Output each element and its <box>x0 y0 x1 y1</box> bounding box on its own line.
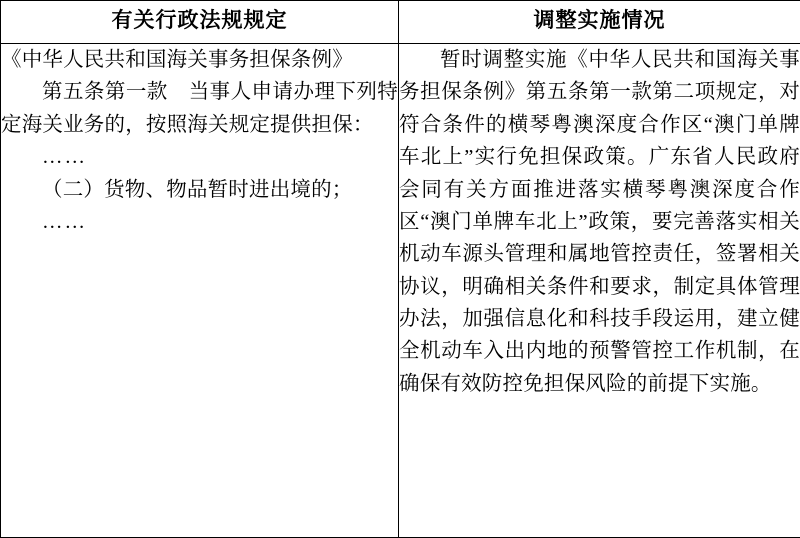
adjustment-content: 暂时调整实施《中华人民共和国海关事务担保条例》第五条第一款第二项规定，对符合条件的横琴粤澳深度合作区“澳门单牌车北上”实行免担保政策。广东省人民政府会同有关方面推进落实横琴粤澳深度合作区“澳门单牌车北上”政策，要完善落实相关机动车源头管理和属地管控责任，签署相关协议，明确相关条件和要求，制定具体管理办法，加强信息化和科技手段运用，建立健全机动车入出内地的预警管控工作机制，在确保有效防控免担保风险的前提下实施。 <box>399 49 800 395</box>
regulation-title: 《中华人民共和国海关事务担保条例》 <box>1 49 353 71</box>
regulation-ellipsis-first: …… <box>42 146 87 169</box>
regulation-ellipsis-second: …… <box>42 210 87 233</box>
column-header-adjustment <box>399 1 800 44</box>
cell-regulation-text <box>1 44 399 538</box>
table-header-row <box>1 1 800 44</box>
table-row <box>1 44 800 538</box>
column-header-regulation-label: 有关行政法规规定 <box>111 8 288 33</box>
cell-adjustment-text <box>399 44 800 538</box>
column-header-regulation <box>1 1 399 44</box>
column-header-adjustment-label: 调整实施情况 <box>533 8 666 33</box>
regulation-item-two: （二）货物、物品暂时进出境的； <box>42 178 353 201</box>
regulation-article: 第五条第一款 当事人申请办理下列特定海关业务的，按照海关规定提供担保： <box>1 81 398 136</box>
